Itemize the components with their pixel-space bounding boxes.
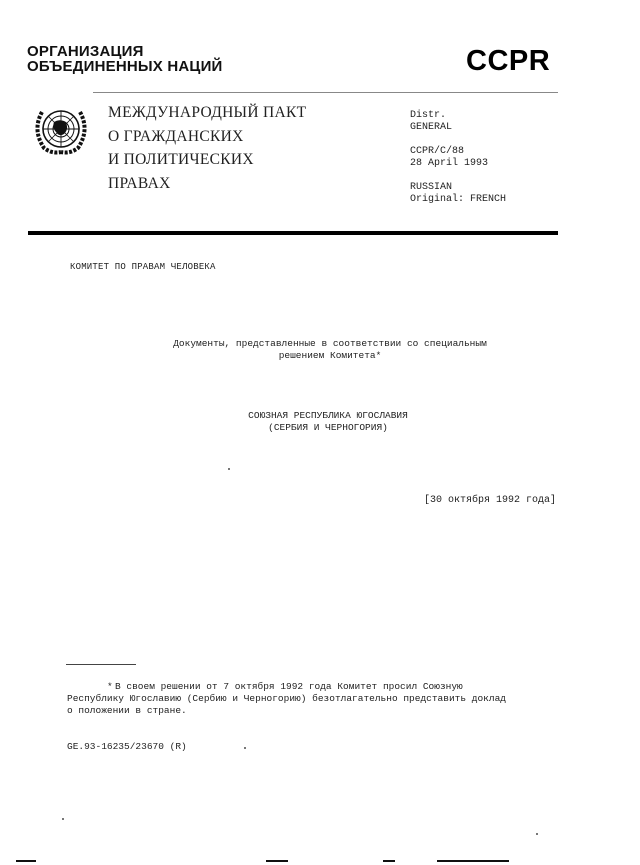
scan-artifact <box>62 818 64 820</box>
document-symbol: CCPR/C/88 <box>410 146 465 157</box>
distribution-value: GENERAL <box>410 122 453 133</box>
organization-name-line2: ОБЪЕДИНЕННЫХ НАЦИЙ <box>27 58 223 75</box>
document-series-code: CCPR <box>466 45 551 77</box>
organization-name-line1: ОРГАНИЗАЦИЯ <box>27 43 144 60</box>
country-heading-line2: (СЕРБИЯ И ЧЕРНОГОРИЯ) <box>268 422 388 433</box>
original-language: Original: FRENCH <box>410 194 507 205</box>
document-date: 28 April 1993 <box>410 158 489 169</box>
footnote-marker: * <box>107 681 113 692</box>
documents-heading <box>10 338 640 362</box>
distribution-label: Distr. <box>410 110 447 121</box>
document-language: RUSSIAN <box>410 182 453 193</box>
country-heading <box>8 410 640 434</box>
committee-name: КОМИТЕТ ПО ПРАВАМ ЧЕЛОВЕКА <box>70 262 216 272</box>
job-number: GE.93-16235/23670 (R) <box>67 741 187 752</box>
documents-heading-line2: решением Комитета* <box>278 350 382 361</box>
covenant-title-line4: ПРАВАХ <box>108 174 171 192</box>
covenant-title-line2: О ГРАЖДАНСКИХ <box>108 127 244 145</box>
footnote <box>67 681 537 717</box>
covenant-title <box>108 101 306 195</box>
organization-name <box>27 44 223 74</box>
scan-artifact <box>536 833 538 835</box>
scan-artifact <box>228 468 230 470</box>
footnote-line3: о положении в стране. <box>67 705 187 716</box>
header-divider <box>93 92 558 93</box>
country-heading-line1: СОЮЗНАЯ РЕСПУБЛИКА ЮГОСЛАВИЯ <box>248 410 408 421</box>
scan-artifact <box>266 860 288 862</box>
covenant-title-line1: МЕЖДУНАРОДНЫЙ ПАКТ <box>108 104 307 121</box>
scan-artifact <box>244 747 246 749</box>
submission-date: [30 октября 1992 года] <box>424 495 557 506</box>
document-metadata <box>410 110 506 206</box>
footnote-rule <box>66 664 136 665</box>
scan-artifact <box>16 860 36 862</box>
scan-artifact <box>437 860 509 862</box>
scan-artifact <box>383 860 395 862</box>
footnote-line1: В своем решении от 7 октября 1992 года Комитет просил Союзную <box>115 681 463 692</box>
header-thick-rule <box>28 231 558 235</box>
covenant-title-line3: И ПОЛИТИЧЕСКИХ <box>108 151 254 168</box>
un-emblem-icon <box>30 104 92 156</box>
documents-heading-line1: Документы, представленные в соответствии со специальным <box>173 338 487 349</box>
footnote-line2: Республику Югославию (Сербию и Черногорию) безотлагательно представить доклад <box>67 693 506 704</box>
